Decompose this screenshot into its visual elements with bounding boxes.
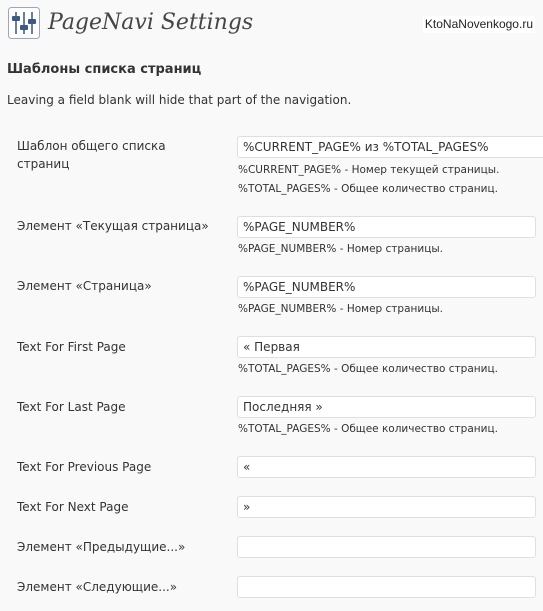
field-description: %PAGE_NUMBER% - Номер страницы. <box>238 303 443 315</box>
row-label-next-more: Элемент «Следующие...» <box>17 580 178 594</box>
field-description: %TOTAL_PAGES% - Общее количество страниц. <box>238 183 498 195</box>
page-header <box>8 6 543 40</box>
row-label-current-page: Элемент «Текущая страница» <box>17 219 209 233</box>
section-title: Шаблоны списка страниц <box>7 62 202 77</box>
previous-page-input[interactable] <box>237 456 536 478</box>
field-description: %TOTAL_PAGES% - Общее количество страниц. <box>238 363 498 375</box>
row-label-page: Элемент «Страница» <box>17 279 152 293</box>
current-page-input[interactable] <box>237 216 536 238</box>
field-description: %PAGE_NUMBER% - Номер страницы. <box>238 243 443 255</box>
field-description: %TOTAL_PAGES% - Общее количество страниц. <box>238 423 498 435</box>
section-intro: Leaving a field blank will hide that part of the navigation. <box>7 93 352 107</box>
page-title: PageNavi Settings <box>48 10 254 35</box>
next-more-input[interactable] <box>237 576 536 598</box>
page-template-input[interactable] <box>237 136 543 158</box>
row-label-first-page: Text For First Page <box>17 340 126 354</box>
last-page-input[interactable] <box>237 396 536 418</box>
previous-more-input[interactable] <box>237 536 536 558</box>
next-page-input[interactable] <box>237 496 536 518</box>
settings-sliders-icon <box>8 7 40 39</box>
row-label-page-template: Шаблон общего списка страниц <box>17 139 166 171</box>
watermark: KtoNaNovenkogo.ru <box>424 17 533 31</box>
field-description: %CURRENT_PAGE% - Номер текущей страницы. <box>238 164 500 176</box>
first-page-input[interactable] <box>237 336 536 358</box>
row-label-last-page: Text For Last Page <box>17 400 126 414</box>
row-label-previous-more: Элемент «Предыдущие...» <box>17 540 186 554</box>
row-label-previous-page: Text For Previous Page <box>17 460 152 474</box>
page-input[interactable] <box>237 276 536 298</box>
row-label-next-page: Text For Next Page <box>17 500 129 514</box>
